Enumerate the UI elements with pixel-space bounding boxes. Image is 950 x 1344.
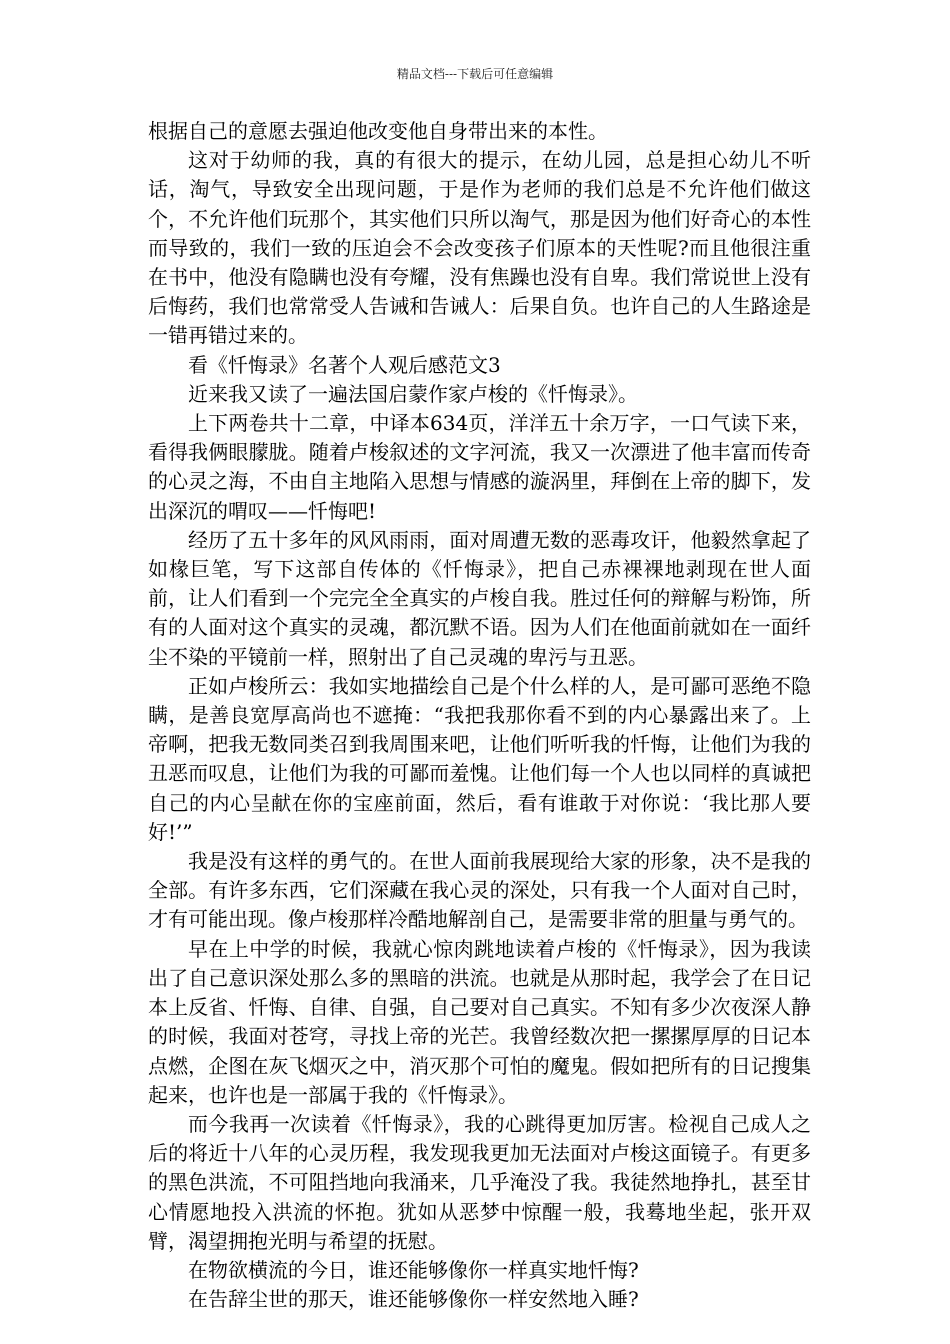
paragraph: 早在上中学的时候，我就心惊肉跳地读着卢梭的《忏悔录》，因为我读出了自己意识深处那么多的黑暗的洪流。也就是从那时起，我学会了在日记本上反省、忏悔、自律、自强，自己要对自己真实。不知有多少次夜深人静的时候，我面对苍穹，寻找上帝的光芒。我曾经数次把一摞摞厚厚的日记本点燃，企图在灰飞烟灭之中，消灭那个可怕的魔鬼。假如把所有的日记搜集起来，也许也是一部属于我的《忏悔录》。 (148, 936, 811, 1107)
paragraph: 这对于幼师的我，真的有很大的提示，在幼儿园，总是担心幼儿不听话，淘气，导致安全出现问题，于是作为老师的我们总是不允许他们做这个，不允许他们玩那个，其实他们只所以淘气，那是因为他们好奇心的本性而导致的，我们一致的压迫会不会改变孩子们原本的天性呢?而且他很注重在书中，他没有隐瞒也没有夸耀，没有焦躁也没有自卑。我们常说世上没有后悔药，我们也常常受人告诫和告诫人：后果自负。也许自己的人生路途是一错再错过来的。 (148, 148, 811, 348)
paragraph: 而今我再一次读着《忏悔录》，我的心跳得更加厉害。检视自己成人之后的将近十八年的心灵历程，我发现我更加无法面对卢梭这面镜子。有更多的黑色洪流，不可阻挡地向我涌来，几乎淹没了我。我徒然地挣扎，甚至甘心情愿地投入洪流的怀抱。犹如从恶梦中惊醒一般，我蓦地坐起，张开双臂，渴望拥抱光明与希望的抚慰。 (148, 1111, 811, 1253)
paragraph: 我是没有这样的勇气的。在世人面前我展现给大家的形象，决不是我的全部。有许多东西，它们深藏在我心灵的深处，只有我一个人面对自己时，才有可能出现。像卢梭那样冷酷地解剖自己，是需要非常的胆量与勇气的。 (148, 849, 811, 932)
paragraph: 上下两卷共十二章，中译本634页，洋洋五十余万字，一口气读下来，看得我俩眼朦胧。随着卢梭叙述的文字河流，我又一次漂进了他丰富而传奇的心灵之海，不由自主地陷入思想与情感的漩涡里，拜倒在上帝的脚下，发出深沉的喟叹——忏悔吧! (148, 411, 811, 523)
document-body (148, 117, 811, 1314)
paragraph: 正如卢梭所云：我如实地描绘自己是个什么样的人，是可鄙可恶绝不隐瞒，是善良宽厚高尚也不遮掩：“我把我那你看不到的内心暴露出来了。上帝啊，把我无数同类召到我周围来吧，让他们听听我的忏悔，让他们为我的丑恶而叹息，让他们为我的可鄙而羞愧。让他们每一个人也以同样的真诚把自己的内心呈献在你的宝座前面，然后，看有谁敢于对你说：‘我比那人要好!’” (148, 673, 811, 844)
paragraph: 在告辞尘世的那天，谁还能够像你一样安然地入睡? (188, 1287, 639, 1312)
paragraph: 近来我又读了一遍法国启蒙作家卢梭的《忏悔录》。 (188, 381, 638, 406)
section-heading: 看《忏悔录》名著个人观后感范文3 (188, 352, 501, 377)
page-header: 精品文档---下载后可任意编辑 (396, 67, 554, 81)
paragraph: 根据自己的意愿去强迫他改变他自身带出来的本性。 (148, 119, 608, 143)
paragraph: 在物欲横流的今日，谁还能够像你一样真实地忏悔? (188, 1257, 639, 1282)
paragraph: 经历了五十多年的风风雨雨，面对周遭无数的恶毒攻讦，他毅然拿起了如椽巨笔，写下这部自传体的《忏悔录》，把自己赤裸裸地剥现在世人面前，让人们看到一个完完全全真实的卢梭自我。胜过任何的辩解与粉饰，所有的人面对这个真实的灵魂，都沉默不语。因为人们在他面前就如在一面纤尘不染的平镜前一样，照射出了自己灵魂的卑污与丑恶。 (148, 527, 811, 669)
